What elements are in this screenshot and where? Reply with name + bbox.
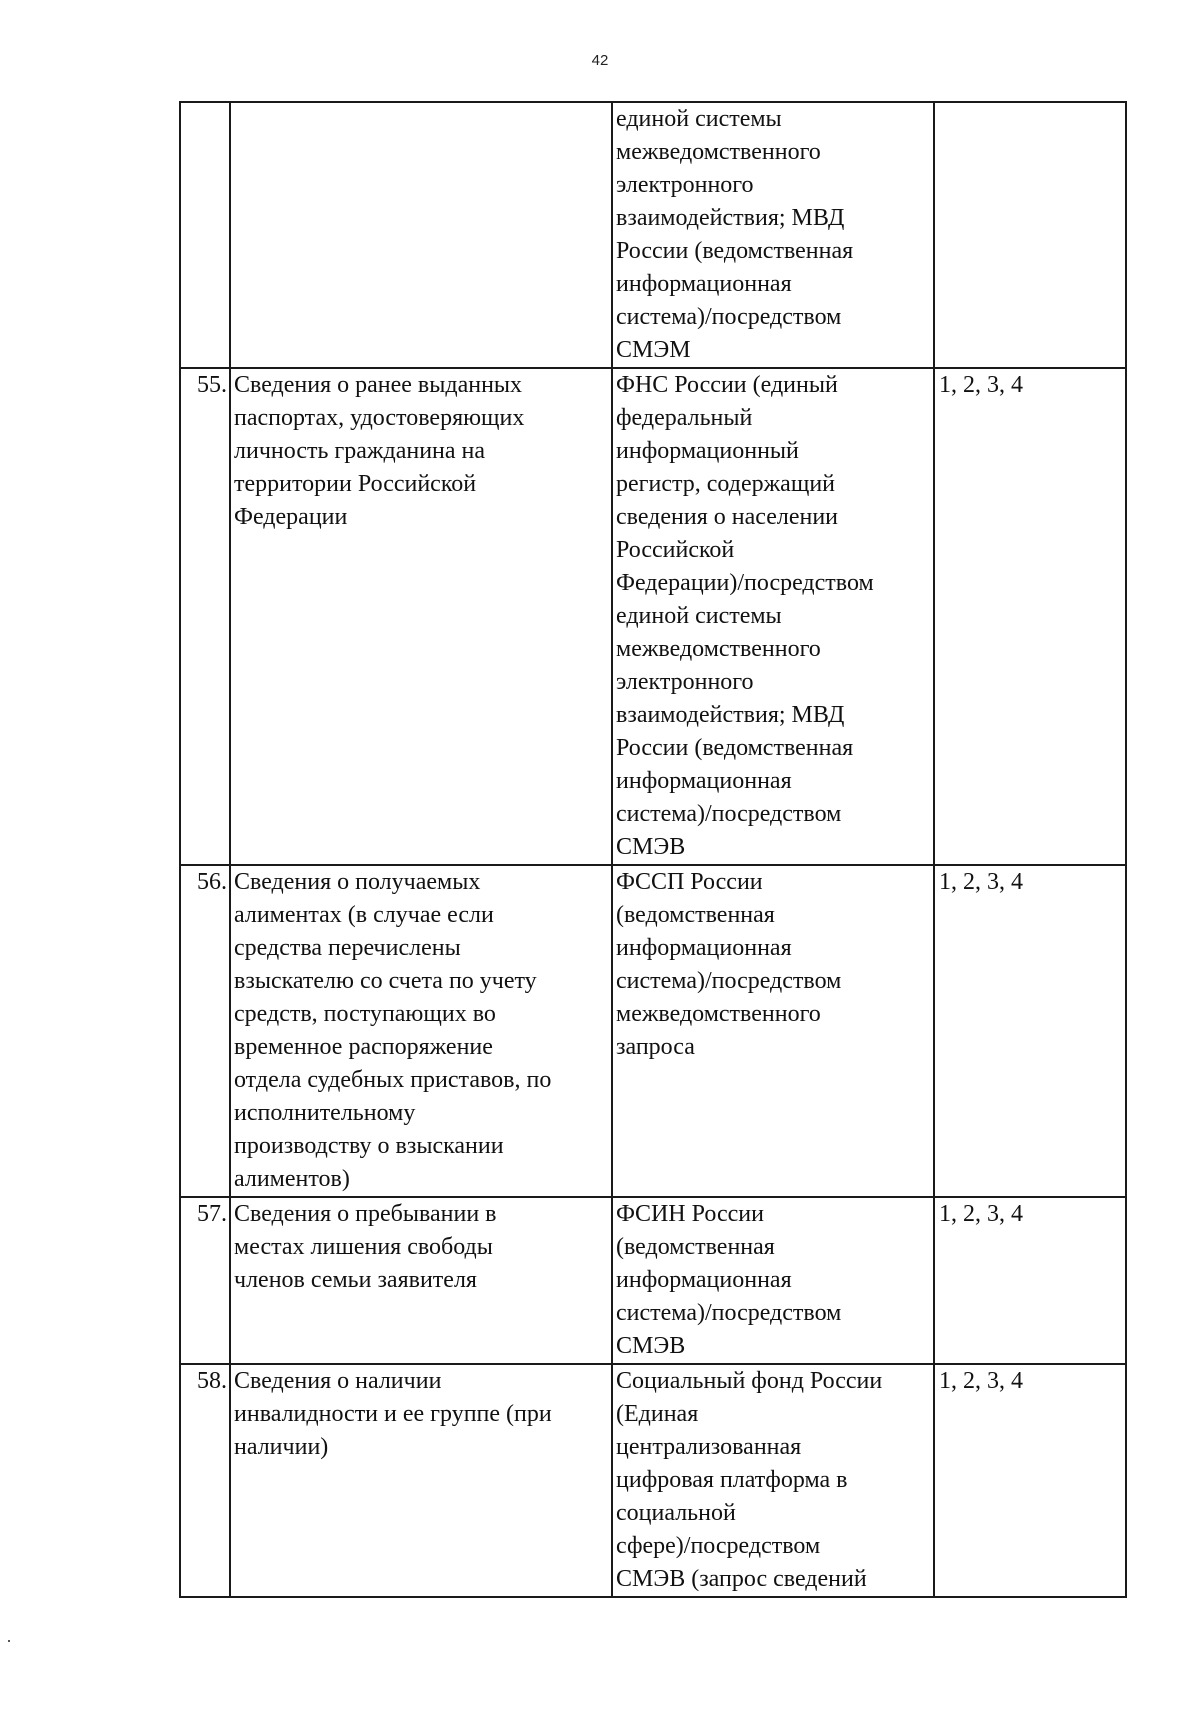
page-number: 42 [591,52,609,69]
codes-cell: 1, 2, 3, 4 [934,368,1126,865]
row-number-cell: 55. [180,368,230,865]
information-cell [230,102,612,368]
table-row [180,1364,1126,1597]
information-cell: Сведения о наличии инвалидности и ее группе (при наличии) [230,1364,612,1597]
data-sources-table [179,101,1127,1598]
row-number-cell [180,102,230,368]
source-cell: единой системы межведомственного электронного взаимодействия; МВД России (ведомственная информационная система)/посредством СМЭМ [612,102,934,368]
row-number-cell: 56. [180,865,230,1197]
table-row [180,368,1126,865]
codes-cell: 1, 2, 3, 4 [934,1364,1126,1597]
row-number-cell: 58. [180,1364,230,1597]
information-cell: Сведения о пребывании в местах лишения свободы членов семьи заявителя [230,1197,612,1364]
row-number-cell: 57. [180,1197,230,1364]
source-cell: ФССП России (ведомственная информационная система)/посредством межведомственного запроса [612,865,934,1197]
table-row [180,102,1126,368]
codes-cell [934,102,1126,368]
scan-artifact-dot [8,1640,10,1642]
source-cell: Социальный фонд России (Единая централизованная цифровая платформа в социальной сфере)/посредством СМЭВ (запрос сведений [612,1364,934,1597]
codes-cell: 1, 2, 3, 4 [934,1197,1126,1364]
information-cell: Сведения о ранее выданных паспортах, удостоверяющих личность гражданина на территории Российской Федерации [230,368,612,865]
table-row [180,1197,1126,1364]
information-cell: Сведения о получаемых алиментах (в случае если средства перечислены взыскателю со счета по учету средств, поступающих во временное распоряжение отдела судебных приставов, по исполнительному производству о взыскании алиментов) [230,865,612,1197]
codes-cell: 1, 2, 3, 4 [934,865,1126,1197]
table-row [180,865,1126,1197]
source-cell: ФСИН России (ведомственная информационная система)/посредством СМЭВ [612,1197,934,1364]
source-cell: ФНС России (единый федеральный информационный регистр, содержащий сведения о населении Российской Федерации)/посредством единой системы межведомственного электронного взаимодействия; МВД России (ведомственная информационная система)/посредством СМЭВ [612,368,934,865]
